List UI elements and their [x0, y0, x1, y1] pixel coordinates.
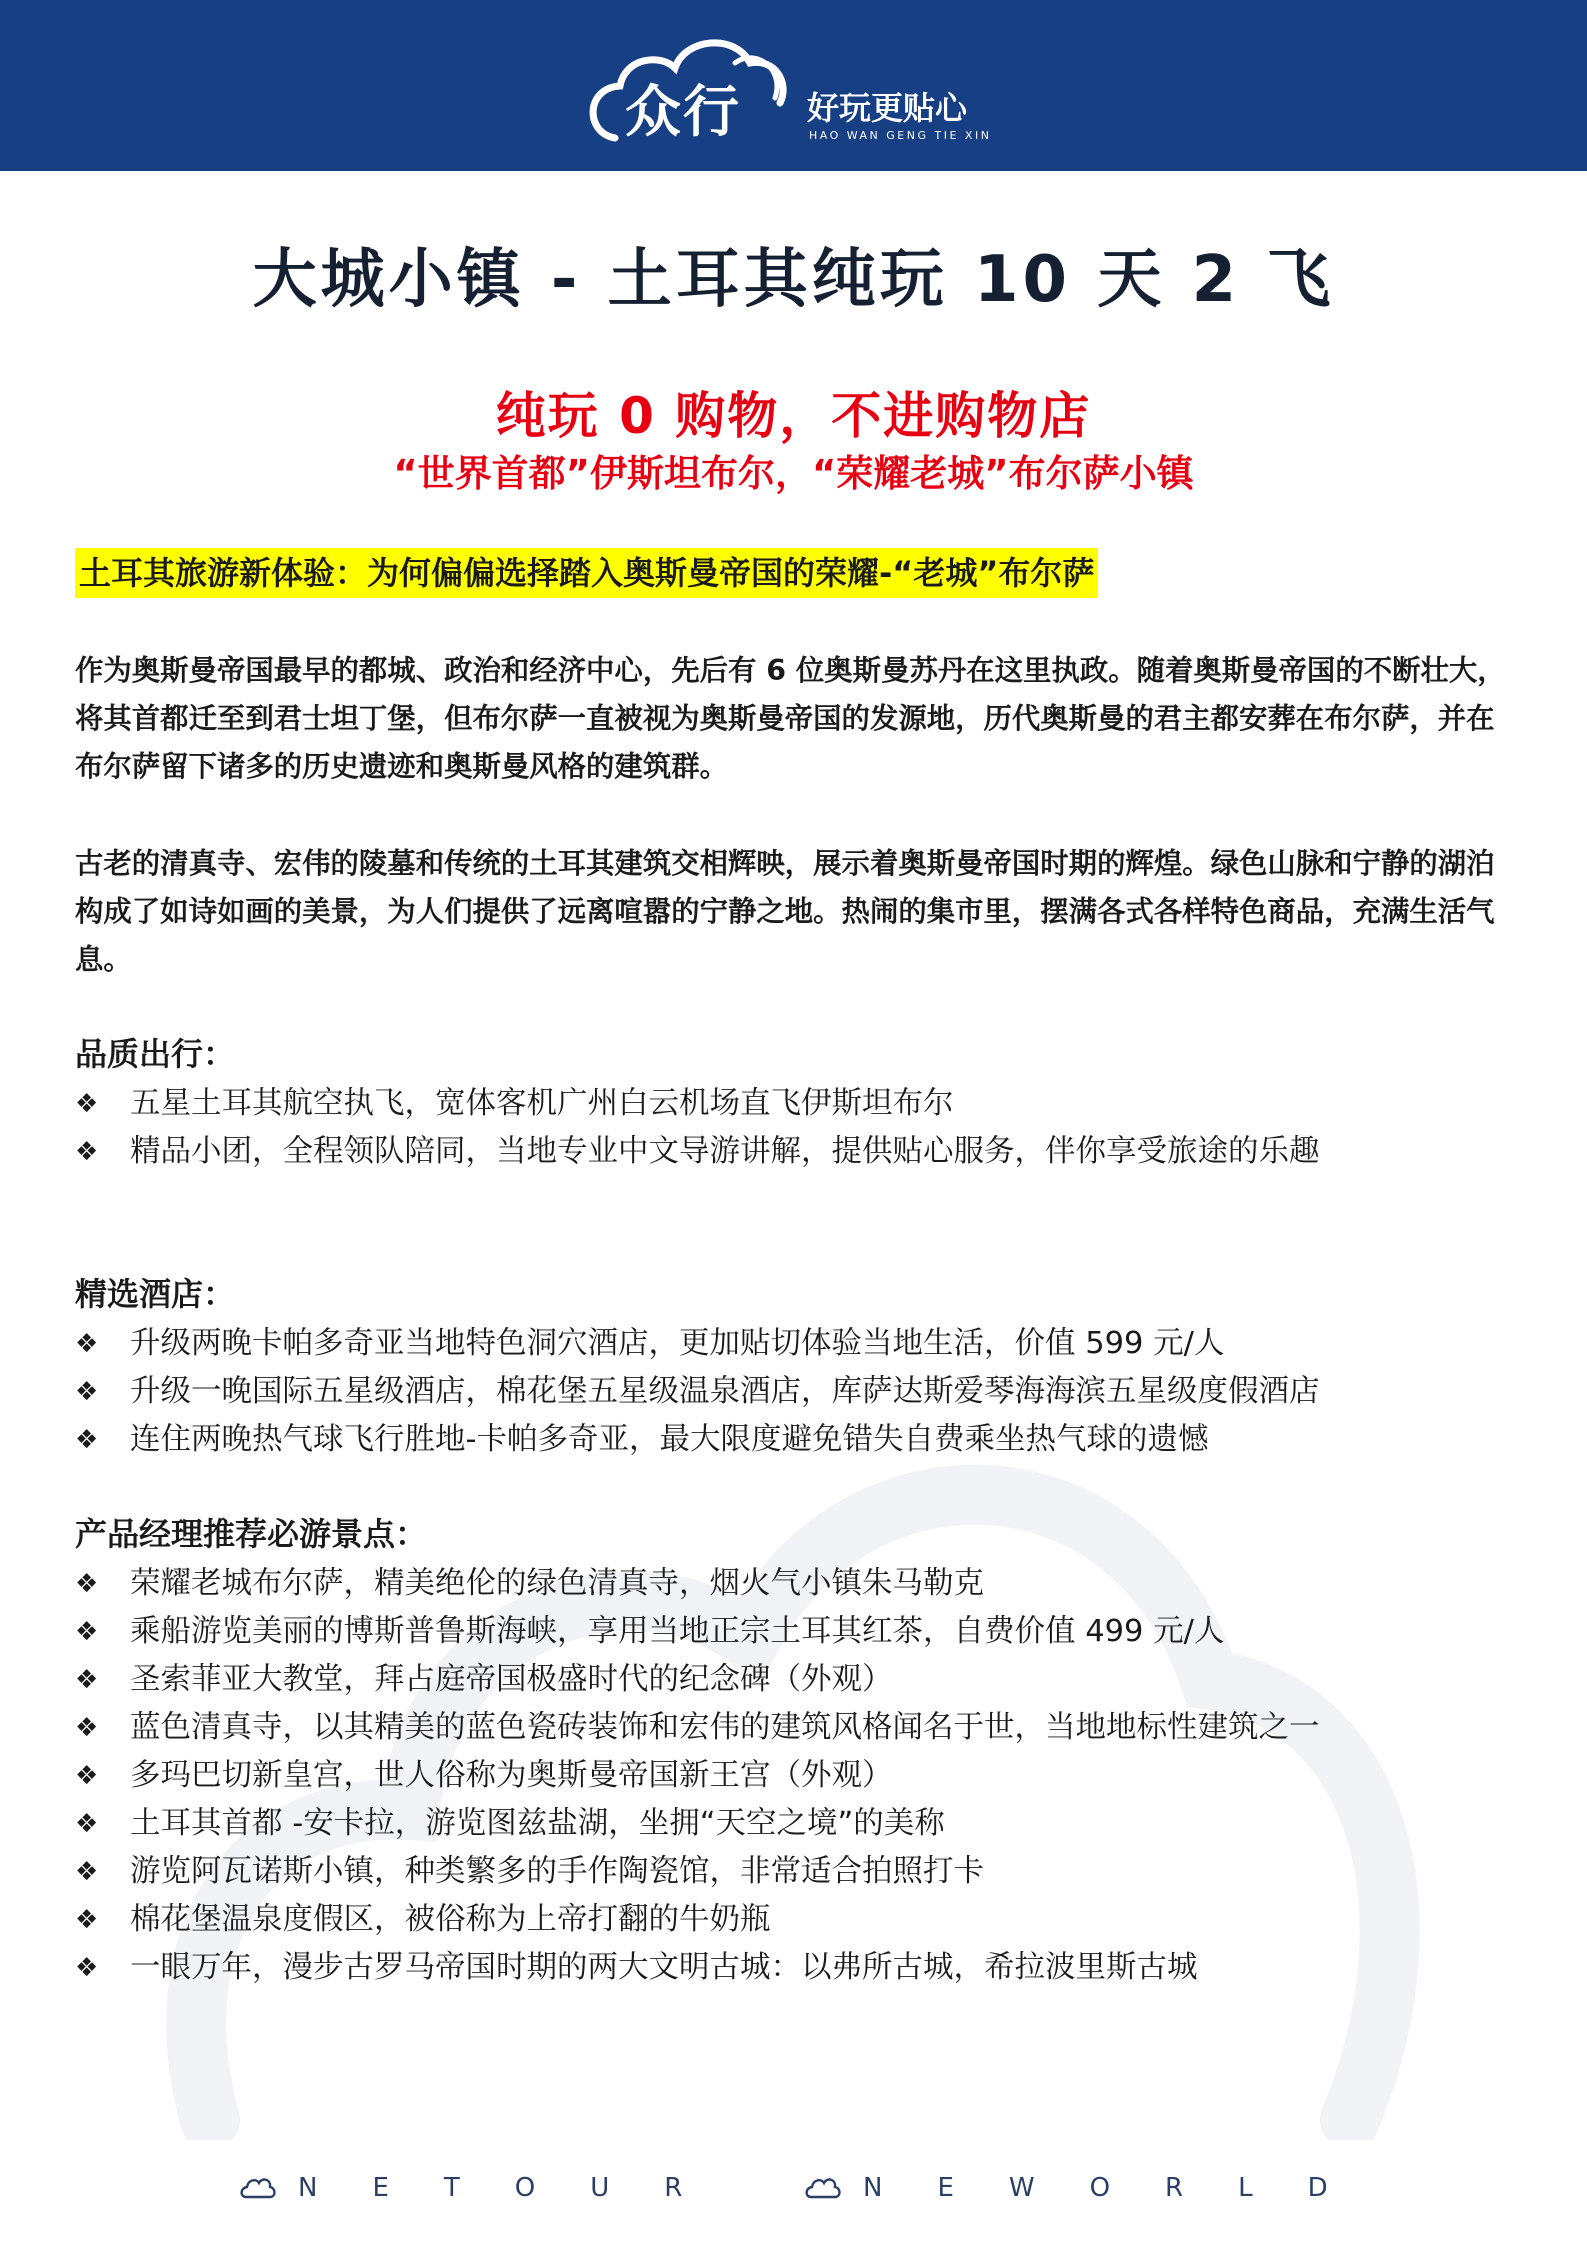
hotels-list — [75, 1320, 1320, 1464]
footer-neworld — [805, 2168, 1383, 2208]
list-item — [75, 1752, 1320, 1800]
diamond-bullet-icon: ❖ — [75, 1953, 99, 1983]
list-item — [75, 1320, 1320, 1368]
list-item-text: 棉花堡温泉度假区，被俗称为上帝打翻的牛奶瓶 — [130, 1902, 771, 1937]
brand-logo — [585, 28, 1005, 153]
logo-tagline: 好玩更贴心 — [807, 89, 968, 127]
list-item — [75, 1656, 1320, 1704]
list-item-text: 蓝色清真寺，以其精美的蓝色瓷砖装饰和宏伟的建筑风格闻名于世，当地地标性建筑之一 — [130, 1710, 1320, 1745]
footer-right-text: NEWORLD — [863, 2173, 1383, 2203]
diamond-bullet-icon: ❖ — [75, 1809, 99, 1839]
diamond-bullet-icon: ❖ — [75, 1569, 99, 1599]
list-item — [75, 1608, 1320, 1656]
list-item — [75, 1416, 1320, 1464]
list-item-text: 土耳其首都 -安卡拉，游览图兹盐湖，坐拥“天空之境”的美称 — [130, 1806, 945, 1841]
footer-netour — [240, 2168, 737, 2208]
list-item-text: 圣索菲亚大教堂，拜占庭帝国极盛时代的纪念碑（外观） — [130, 1662, 893, 1697]
diamond-bullet-icon: ❖ — [75, 1425, 99, 1455]
diamond-bullet-icon: ❖ — [75, 1857, 99, 1887]
diamond-bullet-icon: ❖ — [75, 1905, 99, 1935]
list-item-text: 乘船游览美丽的博斯普鲁斯海峡，享用当地正宗土耳其红茶，自费价值 499 元/人 — [130, 1614, 1225, 1649]
list-item-text: 一眼万年，漫步古罗马帝国时期的两大文明古城：以弗所古城，希拉波里斯古城 — [130, 1950, 1198, 1985]
section-title-hotels: 精选酒店： — [75, 1275, 236, 1313]
footer — [240, 2168, 1383, 2208]
list-item — [75, 1560, 1320, 1608]
list-item — [75, 1080, 1320, 1128]
list-item-text: 游览阿瓦诺斯小镇，种类繁多的手作陶瓷馆，非常适合拍照打卡 — [130, 1854, 984, 1889]
list-item — [75, 1848, 1320, 1896]
cloud-icon — [240, 2175, 276, 2201]
cloud-icon — [805, 2175, 841, 2201]
diamond-bullet-icon: ❖ — [75, 1137, 99, 1167]
list-item — [75, 1368, 1320, 1416]
list-item-text: 升级两晚卡帕多奇亚当地特色洞穴酒店，更加贴切体验当地生活，价值 599 元/人 — [130, 1326, 1225, 1361]
list-item — [75, 1944, 1320, 1992]
section-title-quality-travel: 品质出行： — [75, 1035, 236, 1073]
diamond-bullet-icon: ❖ — [75, 1713, 99, 1743]
diamond-bullet-icon: ❖ — [75, 1665, 99, 1695]
list-item — [75, 1128, 1320, 1176]
page-title: 大城小镇 - 土耳其纯玩 10 天 2 飞 — [252, 243, 1335, 317]
diamond-bullet-icon: ❖ — [75, 1377, 99, 1407]
promo-headline: 纯玩 0 购物，不进购物店 — [495, 387, 1092, 445]
list-item-text: 五星土耳其航空执飞，宽体客机广州白云机场直飞伊斯坦布尔 — [130, 1086, 954, 1121]
list-item-text: 连住两晚热气球飞行胜地-卡帕多奇亚，最大限度避免错失自费乘坐热气球的遗憾 — [130, 1422, 1209, 1457]
diamond-bullet-icon: ❖ — [75, 1617, 99, 1647]
intro-paragraph: 作为奥斯曼帝国最早的都城、政治和经济中心，先后有 6 位奥斯曼苏丹在这里执政。随着奥斯曼帝国的不断壮大，将其首都迁至到君士坦丁堡，但布尔萨一直被视为奥斯曼帝国的发源地，历代奥斯曼的君主都安葬在布尔萨，并在布尔萨留下诸多的历史遗迹和奥斯曼风格的建筑群。 — [75, 654, 1506, 783]
list-item-text: 荣耀老城布尔萨，精美绝伦的绿色清真寺，烟火气小镇朱马勒克 — [130, 1566, 984, 1601]
list-item-text: 精品小团，全程领队陪同，当地专业中文导游讲解，提供贴心服务，伴你享受旅途的乐趣 — [130, 1134, 1320, 1169]
highlight-heading: 土耳其旅游新体验：为何偏偏选择踏入奥斯曼帝国的荣耀-“老城”布尔萨 — [75, 548, 1098, 598]
description-paragraph: 古老的清真寺、宏伟的陵墓和传统的土耳其建筑交相辉映，展示着奥斯曼帝国时期的辉煌。绿色山脉和宁静的湖泊构成了如诗如画的美景，为人们提供了远离喧嚣的宁静之地。热闹的集市里，摆满各式各样特色商品，充满生活气息。 — [75, 847, 1495, 976]
section-title-attractions: 产品经理推荐必游景点： — [75, 1515, 428, 1553]
promo-subline: “世界首都”伊斯坦布尔，“荣耀老城”布尔萨小镇 — [393, 452, 1194, 495]
quality-travel-list — [75, 1080, 1320, 1176]
list-item-text: 升级一晚国际五星级酒店，棉花堡五星级温泉酒店，库萨达斯爱琴海海滨五星级度假酒店 — [130, 1374, 1320, 1409]
logo-wordmark: 众行 — [625, 80, 741, 145]
diamond-bullet-icon: ❖ — [75, 1761, 99, 1791]
diamond-bullet-icon: ❖ — [75, 1329, 99, 1359]
list-item-text: 多玛巴切新皇宫，世人俗称为奥斯曼帝国新王宫（外观） — [130, 1758, 893, 1793]
header-bar — [0, 0, 1587, 171]
list-item — [75, 1800, 1320, 1848]
logo-pinyin: HAO WAN GENG TIE XIN — [809, 129, 992, 142]
footer-left-text: NETOUR — [298, 2173, 738, 2203]
attractions-list — [75, 1560, 1320, 1992]
list-item — [75, 1896, 1320, 1944]
list-item — [75, 1704, 1320, 1752]
diamond-bullet-icon: ❖ — [75, 1089, 99, 1119]
